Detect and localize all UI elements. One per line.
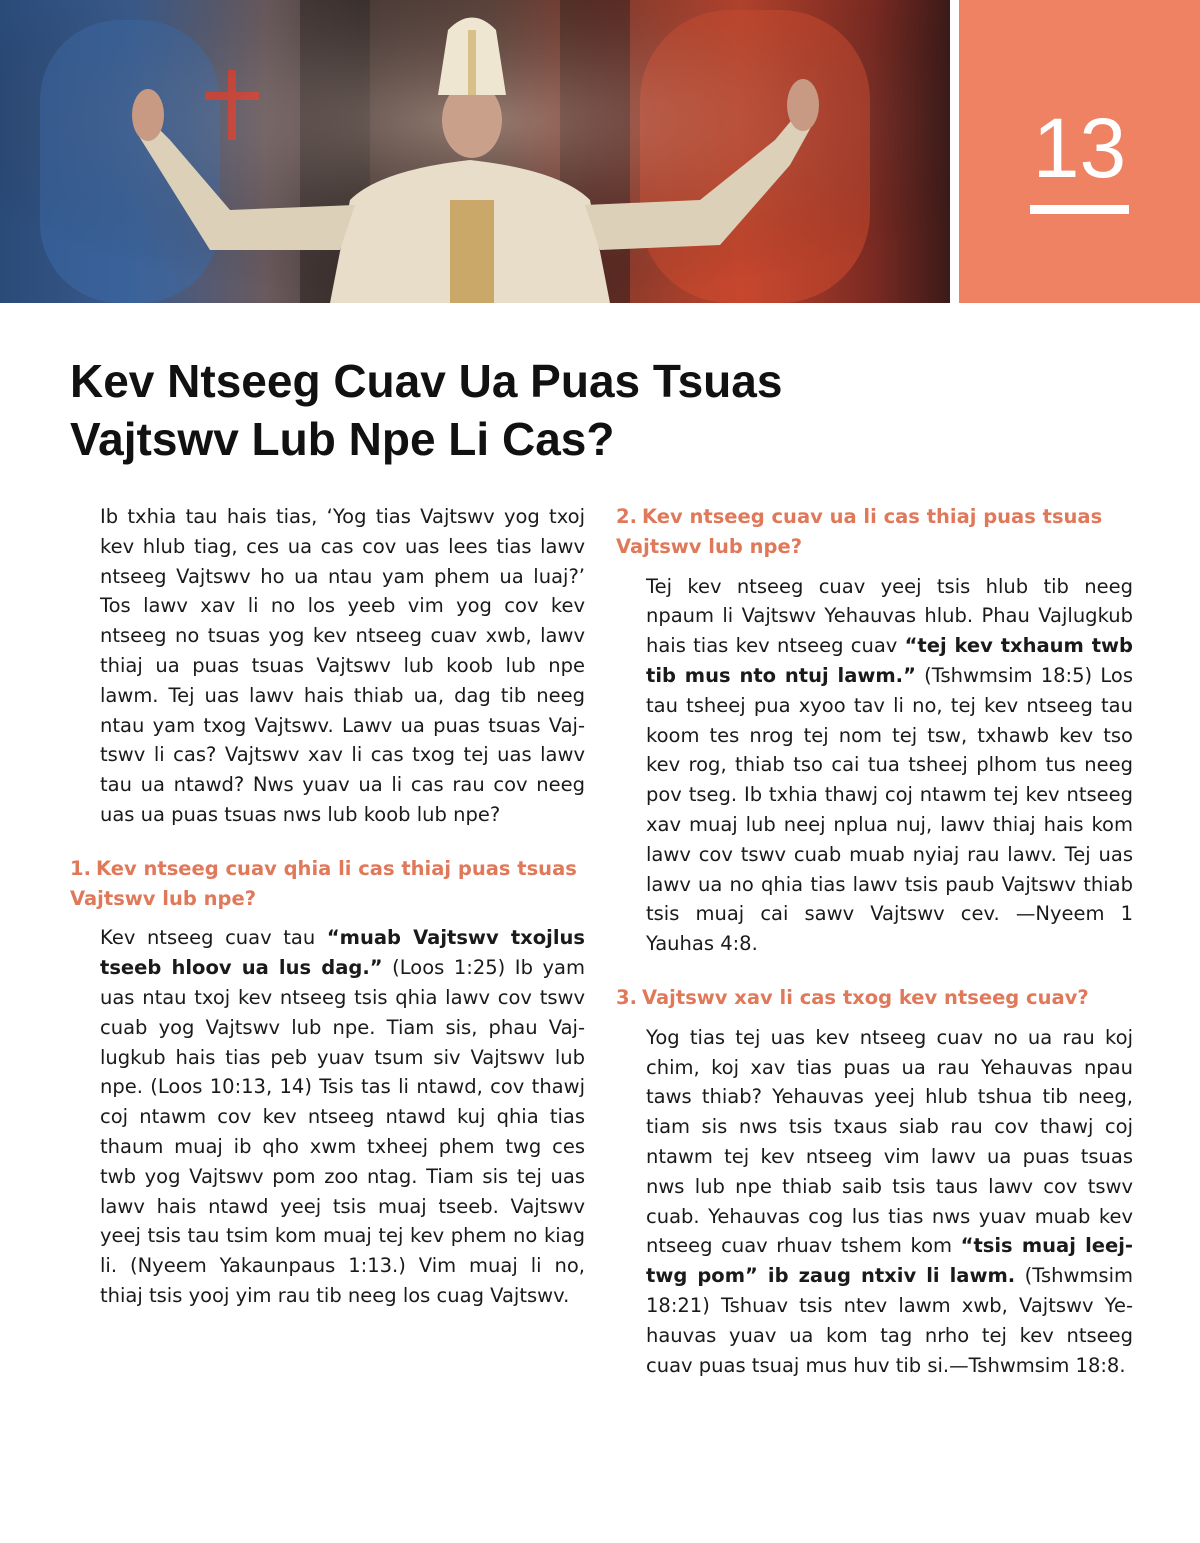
question-text: Vajtswv xav li cas txog kev ntseeg cuav? (642, 985, 1089, 1009)
bold-quote: “tej kev txhaum twb tib mus nto ntuj lawm.” (646, 634, 1134, 687)
left-column (70, 502, 585, 1311)
intro-paragraph: Ib txhia tau hais tias, ‘Yog tias Vajtswv yog txoj kev hlub tiag, ces ua cas cov uas lees tias lawv ntseeg Vajtswv ho ua ntau yam phem ua luaj?’ Tos lawv xav li no los yeeb vim yog cov kev ntseeg no tsuas yog kev ntseeg cuav xwb, lawv thiaj ua puas tsuas Vajtswv lub koob lub npe lawm. Tej uas lawv hais thiab ua, dag tib neeg ntau yam txog Vajtswv. Lawv ua puas tsuas Vajtswv li cas? Vajtswv xav li cas txog tej uas lawv tau ua ntawd? Nws yuav ua li cas rau cov neeg uas ua puas tsuas nws lub koob lub npe? (100, 505, 585, 826)
section-1-body (100, 923, 585, 1310)
question-3 (616, 983, 1133, 1013)
question-text: Kev ntseeg cuav ua li cas thiaj puas tsuas Vajtswv lub npe? (616, 505, 1103, 558)
page-title: Kev Ntseeg Cuav Ua Puas Tsuas Vajtswv Lub Npe Li Cas? (70, 355, 783, 465)
bold-quote: “tsis muaj leejtwg pom” ib zaug ntxiv li lawm. (646, 1234, 1133, 1288)
body-text: Yog tias tej uas kev ntseeg cuav no ua rau koj chim, koj xav tias puas ua rau Yehauvas npau taws thiab? Yehauvas yeej hlub tshua tib neeg, tiam sis nws tsis txaus siab rau cov thawj coj ntawm tej kev ntseeg vim lawv ua puas tsuas nws lub npe thiab saib tsis taus lawv cov tswv cuab. Yehauvas cog lus tias nws yuav muab kev ntseeg cuav rhuav tshem kom (646, 1025, 1133, 1258)
chapter-underline (1030, 205, 1129, 214)
question-1 (70, 854, 585, 914)
question-number: 3. (616, 985, 637, 1009)
body-text: (Loos 1:25) Ib yam uas ntau txoj kev ntseeg tsis qhia lawv cov tswv cuab yog Vajtswv lub npe. Tiam sis, phau Vajlugkub hais tias peb yuav tsum siv Vajtswv lub npe. (Loos 10:13, 14) Tsis tas li ntawd, cov thawj coj ntawm cov kev ntseeg ntawd kuj qhia tias thaum muaj ib qho xwm txheej phem twg ces twb yog Vajtswv pom zoo ntag. Tiam sis tej uas lawv hais ntawd yeej tsis muaj tseeb. Vajtswv yeej tsis tau tsim kom muaj tej kev phem no kiag li. (Nyeem Yakaunpaus 1:13.) Vim muaj li no, thiaj tsis yooj yim rau tib neeg los cuag Vajtswv. (100, 956, 585, 1307)
question-number: 1. (70, 856, 91, 880)
body-text: (Tshwmsim 18:21) Tshuav tsis ntev lawm xwb, Vajtswv Yehauvas yuav ua kom tag nrho tej kev ntseeg cuav puas tsuaj mus huv tib si.—Tshwmsim 18:8. (646, 1264, 1134, 1377)
hero-image (0, 0, 950, 303)
chapter-badge (959, 0, 1200, 303)
chapter-number: 13 (1032, 101, 1127, 195)
question-text: Kev ntseeg cuav qhia li cas thiaj puas tsuas Vajtswv lub npe? (70, 856, 577, 910)
left-hand (132, 89, 164, 141)
body-text: Tej kev ntseeg cuav yeej tsis hlub tib neeg npaum li Vajtswv Yehauvas hlub. Phau Vajlugkub hais tias kev ntseeg cuav (646, 574, 1133, 658)
priest-illustration (0, 0, 950, 303)
bold-quote: “muab Vajtswv txojlus tseeb hloov ua lus dag.” (100, 926, 585, 980)
section-2-body (646, 572, 1133, 959)
body-text: Kev ntseeg cuav tau (100, 926, 327, 950)
right-hand (787, 79, 819, 131)
question-number: 2. (616, 505, 637, 528)
question-2 (616, 502, 1133, 562)
stole (450, 200, 494, 303)
body-text: (Tshwmsim 18:5) Los tau tsheej pua xyoo tav li no, tej kev ntseeg tau koom tes nrog tej nom tej tsw, txhawb kev tso kev rog, thiab tso cai tua tsheej plhom tus neeg pov tseg. Ib txhia thawj coj ntawm tej kev ntseeg xav muaj lub neej nplua nuj, lawv thiaj hais kom lawv cov tswv cuab muab nyiaj rau lawv. Tej uas lawv ua no qhia tias lawv tsis paub Vajtswv thiab tsis muaj cai sawv Vajtswv cev. —Nyeem 1 Yauhas 4:8. (646, 663, 1133, 956)
right-column (616, 502, 1134, 1380)
section-3-body (646, 1023, 1133, 1381)
